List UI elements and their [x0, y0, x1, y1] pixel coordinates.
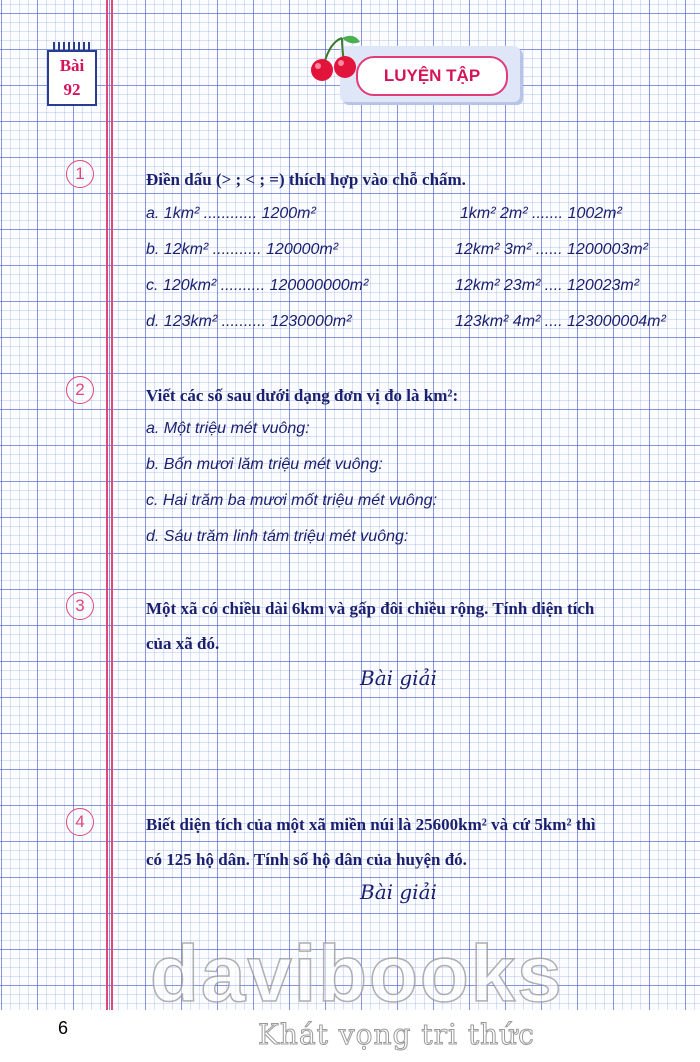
exercise-2-heading: Viết các số sau dưới dạng đơn vị đo là km²: [146, 386, 459, 405]
ex1-row-a-left: a. 1km² ............ 1200m² [146, 205, 316, 222]
exercise-1-heading: Điền dấu (> ; < ; =) thích hợp vào chỗ chấm. [146, 170, 466, 189]
ex2-item-c: c. Hai trăm ba mươi mốt triệu mét vuông: [146, 492, 438, 509]
ex1-row-b-left: b. 12km² ........... 120000m² [146, 241, 339, 258]
watermark-tagline: Khát vọng tri thức [258, 1018, 535, 1051]
ex1-row-b-right: 12km² 3m² ...... 1200003m² [455, 241, 648, 258]
exercise-3-heading-line1: Một xã có chiều dài 6km và gấp đôi chiều rộng. Tính diện tích [146, 599, 595, 618]
exercise-2-number: 2 [66, 376, 94, 404]
ex1-row-d-left: d. 123km² .......... 1230000m² [146, 313, 352, 330]
lesson-label: Bài [59, 56, 85, 75]
page-number: 6 [58, 1018, 69, 1038]
exercise-3-heading-line2: của xã đó. [146, 634, 220, 653]
lesson-badge [47, 50, 97, 106]
exercise-4-number: 4 [66, 808, 94, 836]
exercise-4-heading-line2: có 125 hộ dân. Tính số hộ dân của huyện đó. [146, 850, 467, 869]
ex1-row-a-right: 1km² 2m² ....... 1002m² [460, 205, 622, 222]
ex1-row-c-left: c. 120km² .......... 120000000m² [146, 277, 369, 294]
exercise-3-number: 3 [66, 592, 94, 620]
watermark-logo: davibooks [150, 929, 564, 1018]
ex1-row-d-right: 123km² 4m² .... 123000004m² [455, 313, 666, 330]
page-title: LUYỆN TẬP [356, 56, 508, 96]
ex2-item-b: b. Bốn mươi lăm triệu mét vuông: [146, 456, 383, 473]
lesson-number: 92 [63, 80, 81, 99]
exercise-4-solution-label: Bài giải [360, 880, 437, 904]
margin-line-inner [111, 0, 113, 1010]
title-card [340, 46, 520, 102]
exercise-3-solution-label: Bài giải [360, 666, 437, 690]
margin-line [106, 0, 108, 1010]
calendar-rings-icon [53, 42, 91, 50]
ex1-row-c-right: 12km² 23m² .... 120023m² [455, 277, 640, 294]
exercise-4-heading-line1: Biết diện tích của một xã miền núi là 25600km² và cứ 5km² thì [146, 815, 596, 834]
ex2-item-a: a. Một triệu mét vuông: [146, 420, 310, 437]
exercise-1-number: 1 [66, 160, 94, 188]
ex2-item-d: d. Sáu trăm linh tám triệu mét vuông: [146, 528, 409, 545]
cherry-icon [302, 34, 364, 86]
